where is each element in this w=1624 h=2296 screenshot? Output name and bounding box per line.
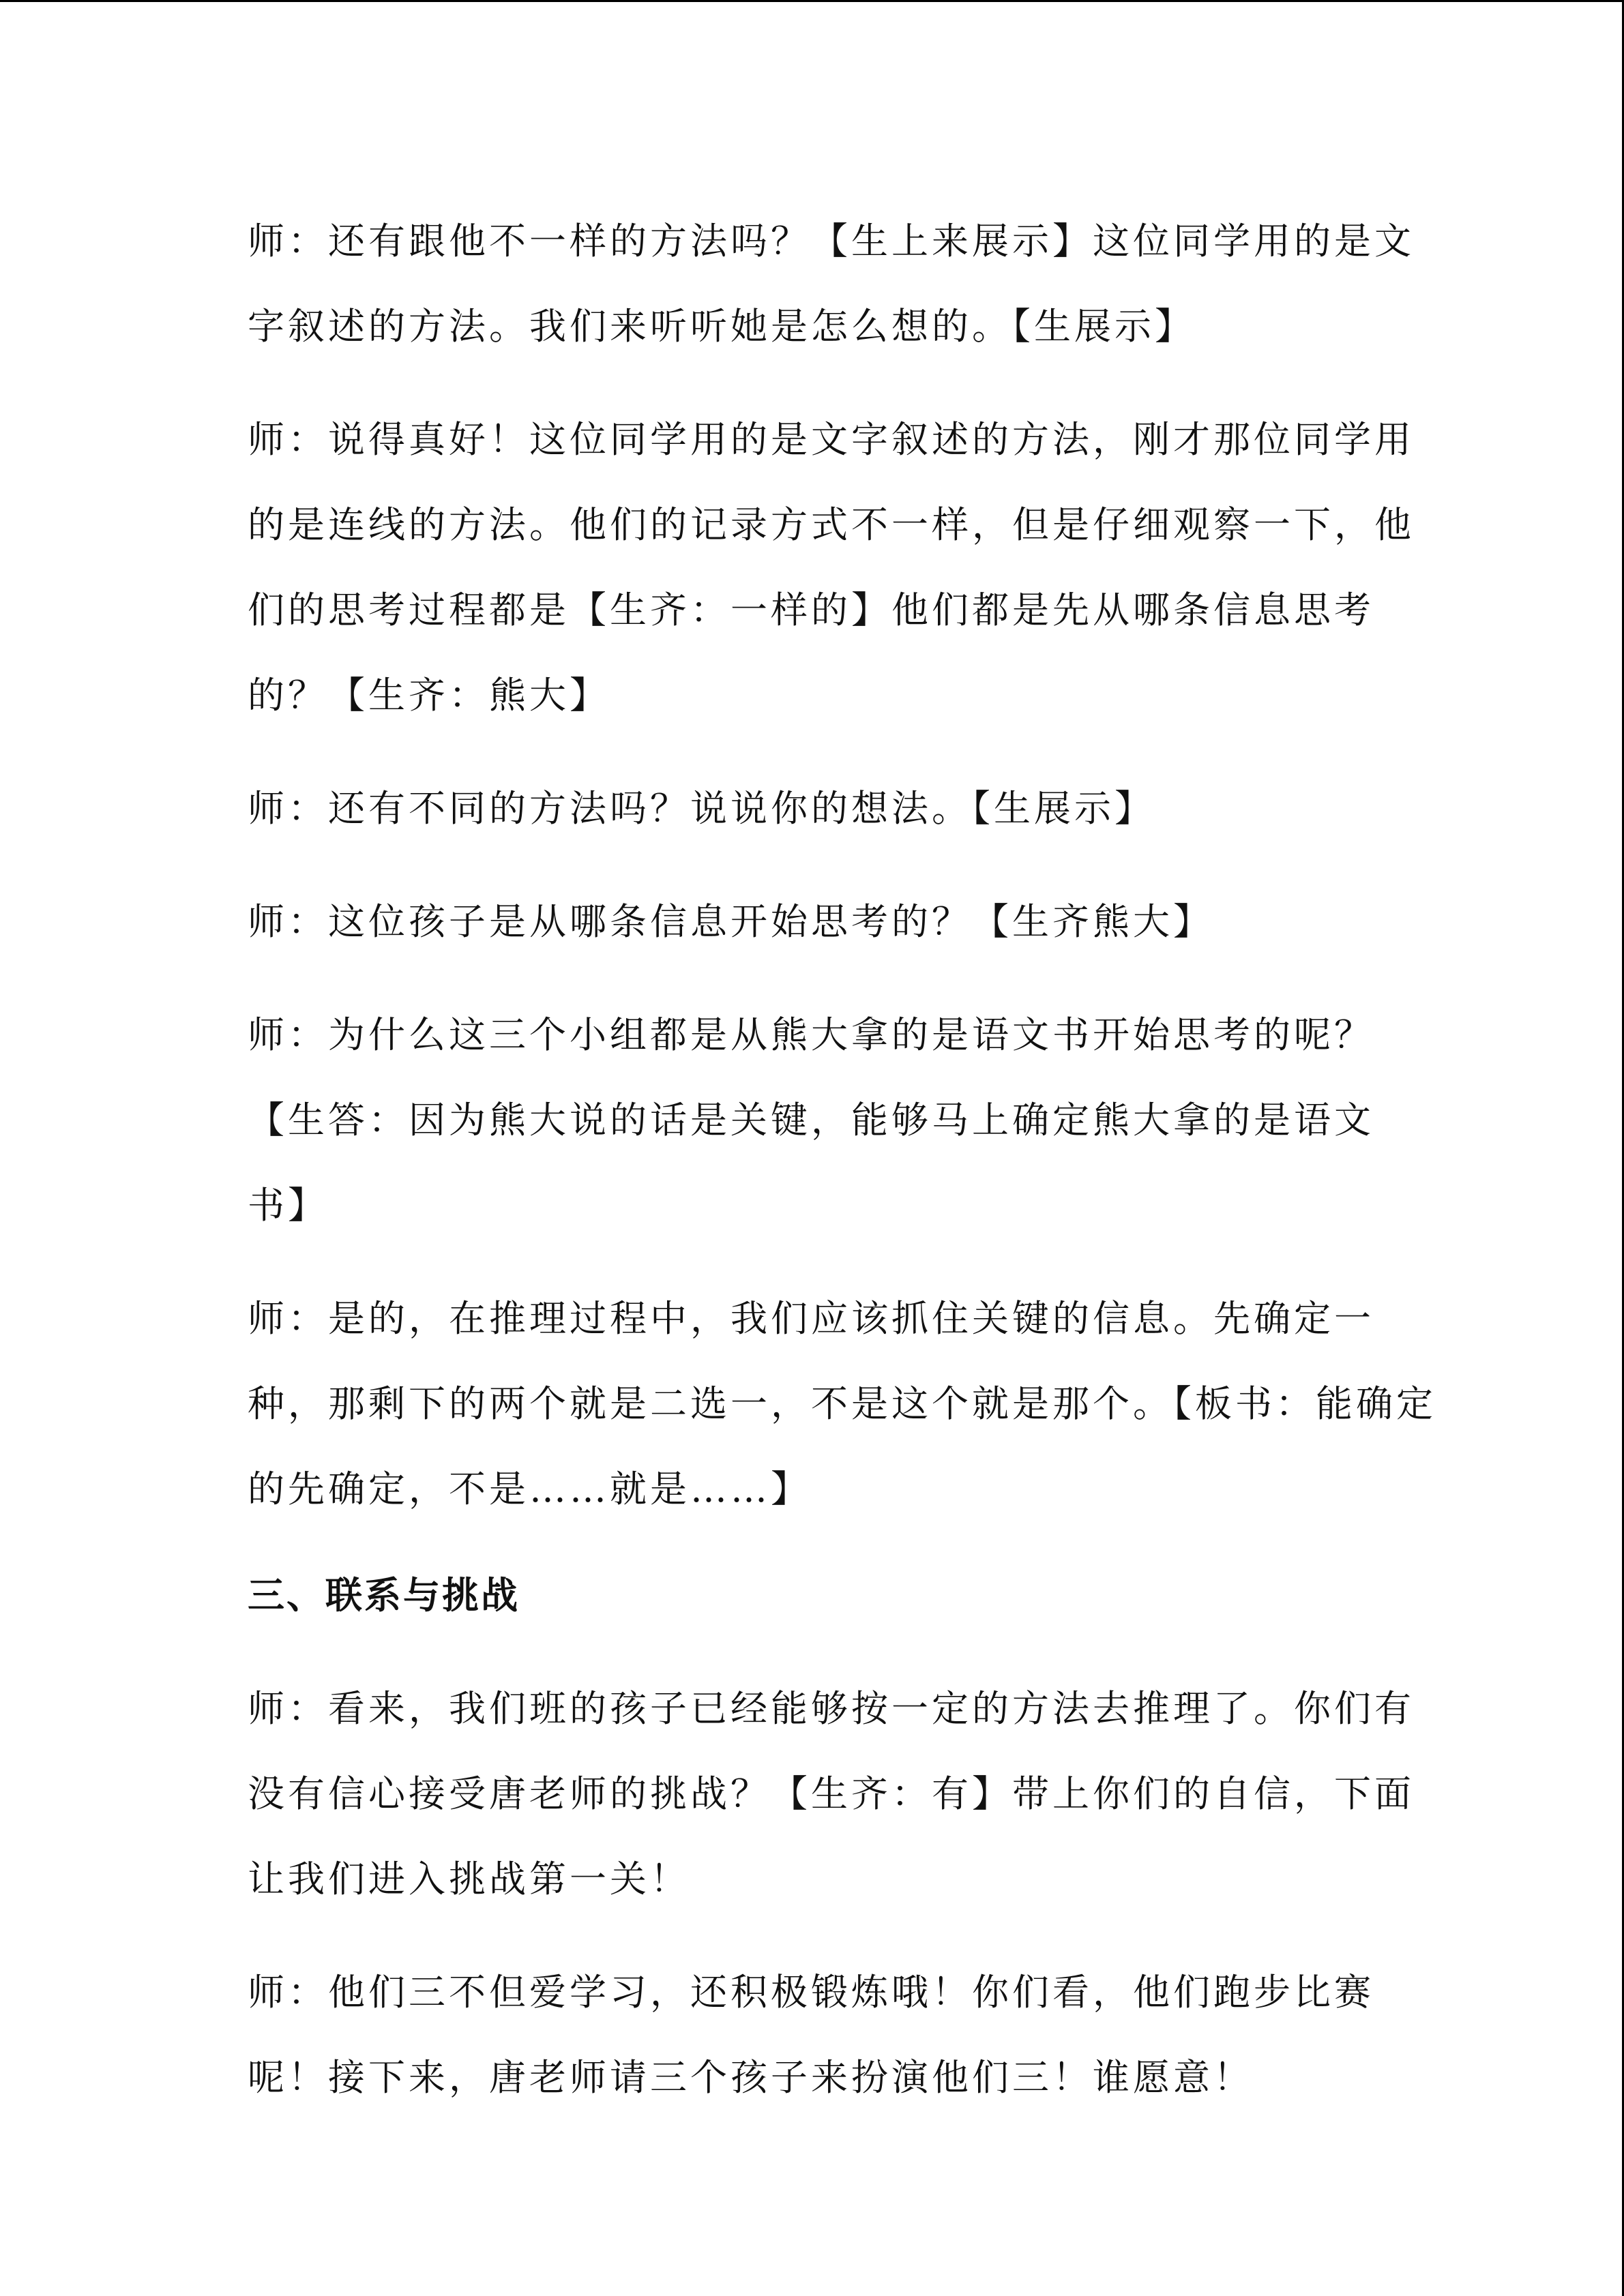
paragraph-7-line-1: 师：看来，我们班的孩子已经能够按一定的方法去推理了。你们有 xyxy=(248,1687,1415,1730)
paragraph-8-line-2: 呢！接下来，唐老师请三个孩子来扮演他们三！谁愿意！ xyxy=(248,2056,1254,2099)
paragraph-3-line-1: 师：还有不同的方法吗？说说你的想法。【生展示】 xyxy=(248,787,1155,830)
paragraph-5-line-3: 书】 xyxy=(248,1184,328,1227)
paragraph-7-line-2: 没有信心接受唐老师的挑战？【生齐：有】带上你们的自信，下面 xyxy=(248,1772,1415,1815)
paragraph-2-line-3: 们的思考过程都是【生齐：一样的】他们都是先从哪条信息思考 xyxy=(248,588,1374,631)
paragraph-2-line-1: 师：说得真好！这位同学用的是文字叙述的方法，刚才那位同学用 xyxy=(248,418,1415,461)
paragraph-5-line-2: 【生答：因为熊大说的话是关键，能够马上确定熊大拿的是语文 xyxy=(248,1099,1374,1142)
paragraph-6-line-3: 的先确定，不是……就是……】 xyxy=(248,1467,811,1510)
section-heading: 三、联系与挑战 xyxy=(248,1574,520,1617)
paragraph-1-line-1: 师：还有跟他不一样的方法吗？【生上来展示】这位同学用的是文 xyxy=(248,220,1415,263)
paragraph-7-line-3: 让我们进入挑战第一关！ xyxy=(248,1858,690,1900)
paragraph-2-line-4: 的？【生齐：熊大】 xyxy=(248,674,610,717)
paragraph-4-line-1: 师：这位孩子是从哪条信息开始思考的？【生齐熊大】 xyxy=(248,900,1213,943)
paragraph-8-line-1: 师：他们三不但爱学习，还积极锻炼哦！你们看，他们跑步比赛 xyxy=(248,1971,1374,2014)
paragraph-2-line-2: 的是连线的方法。他们的记录方式不一样，但是仔细观察一下，他 xyxy=(248,503,1415,546)
paragraph-6-line-1: 师：是的，在推理过程中，我们应该抓住关键的信息。先确定一 xyxy=(248,1297,1374,1340)
paragraph-1-line-2: 字叙述的方法。我们来听听她是怎么想的。【生展示】 xyxy=(248,305,1195,348)
paragraph-6-line-2: 种，那剩下的两个就是二选一，不是这个就是那个。【板书：能确定 xyxy=(248,1382,1436,1425)
paragraph-5-line-1: 师：为什么这三个小组都是从熊大拿的是语文书开始思考的呢？ xyxy=(248,1013,1374,1056)
